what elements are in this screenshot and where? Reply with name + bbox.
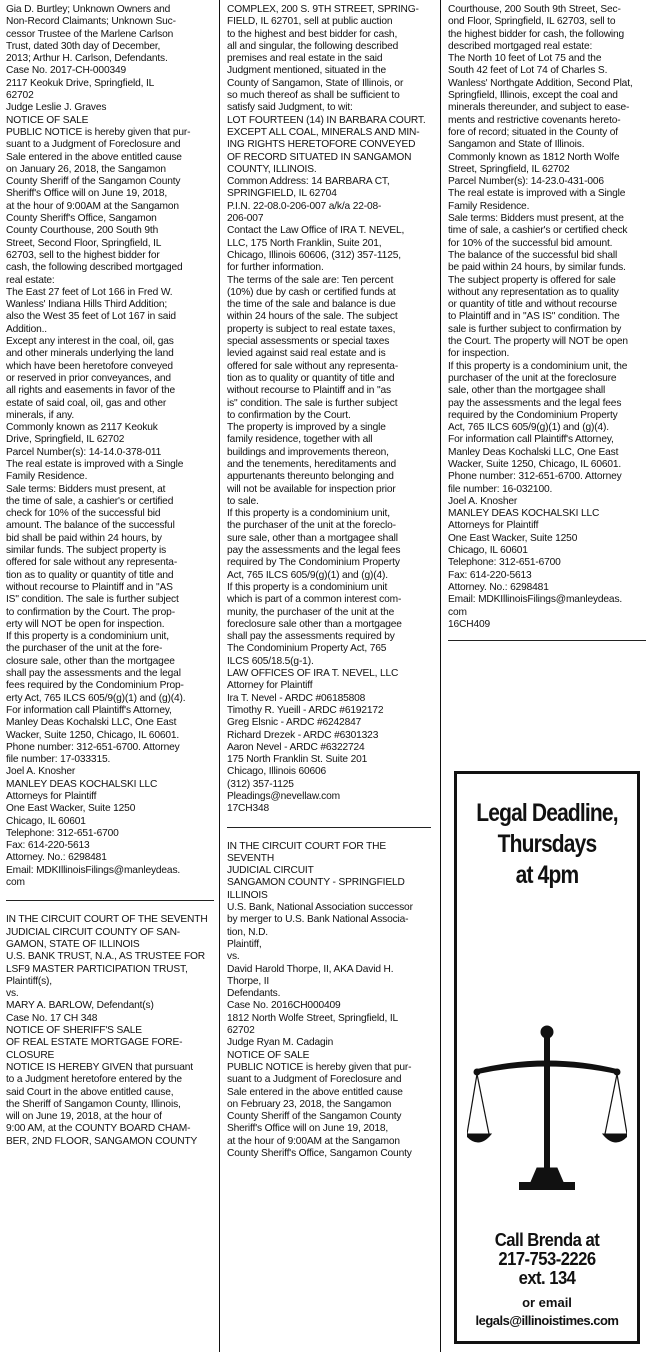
legal-notice-wolfe-street: Courthouse, 200 South 9th Street, Sec- ond Floor, Springfield, IL 62703, sell to the highest bidder for cash, the following described mortgaged real estate: The North 10 feet of Lot 75 and the South 42 feet of Lot 74 of Charles S. Wanless' Northgate Addition, Second Plat, Springfield, Illinois, except the coal and minerals thereunder, and subject to ease- ments and restrictive covenants hereto- fore of record; situated in the County of Sangamon and State of Illinois. Commonly known as 1812 North Wolfe Street, Springfield, IL 62702 Parcel Number(s): 14-23.0-431-006 The real estate is improved with a Single Family Residence. Sale terms: Bidders must present, at the time of sale, a cashier's or certified check for 10% of the successful bid amount. The balance of the successful bid shall be paid within 24 hours, by similar funds. The subject property is offered for sale without any representation as to quality or quantity of title and without recourse to Plaintiff and in "AS IS" condition. The sale is further subject to confirmation by the Court. The property will NOT be open for inspection. If this property is a condominium unit, the purchaser of the unit at the foreclosure sale, other than the mortgagee shall pay the assessments and the legal fees required by the Condominium Property Act, 765 ILCS 605/9(g)(1) and (g)(4). For information call Plaintiff's Attorney, Manley Deas Kochalski LLC, One East Wacker, Suite 1250, Chicago, IL 60601. Phone number: 312-651-6700. Attorney file number: 16-032100. Joel A. Knosher MANLEY DEAS KOCHALSKI LLC Attorneys for Plaintiff One East Wacker, Suite 1250 Chicago, IL 60601 Telephone: 312-651-6700 Fax: 614-220-5613 Attorney. No.: 6298481 Email: MDKIllinoisFilings@manleydeas. com 16CH409	[448, 4, 633, 630]
column-1	[6, 4, 214, 1148]
ad-phone[interactable]: 217-753-2226	[498, 1248, 596, 1269]
legal-notice-thorpe: IN THE CIRCUIT COURT FOR THE SEVENTH JUDICIAL CIRCUIT SANGAMON COUNTY - SPRINGFIELD ILLINOIS U.S. Bank, National Association successor by merger to U.S. Bank National Associa- tion, N.D. Plaintiff, vs. David Harold Thorpe, II, AKA David H. Thorpe, II Defendants. Case No. 2016CH000409 1812 North Wolfe Street, Springfield, IL 62702 Judge Ryan M. Cadagin NOTICE OF SALE PUBLIC NOTICE is hereby given that pur- suant to a Judgment of Foreclosure and Sale entered in the above entitled cause on February 23, 2018, the Sangamon County Sheriff of the Sangamon County Sheriff's Office will on June 19, 2018, at the hour of 9:00AM at the Sangamon County Sheriff's Office, Sangamon County	[227, 840, 413, 1160]
scales-of-justice-icon	[467, 1022, 627, 1202]
ad-extension: ext. 134	[518, 1267, 576, 1288]
ad-call-line: Call Brenda at	[494, 1229, 600, 1250]
notice-separator	[448, 640, 646, 641]
ad-headline-line-1: Legal Deadline,	[476, 799, 618, 827]
column-3	[448, 4, 646, 654]
notice-separator	[6, 900, 214, 901]
ad-or-email: or email	[522, 1295, 572, 1310]
column-2	[227, 4, 431, 1160]
legal-notice-keokuk: Gia D. Burtley; Unknown Owners and Non-Record Claimants; Unknown Suc- cessor Trustee of the Marlene Carlson Trust, dated 30th day of December, 2013; Arthur H. Carlson, Defendants. Case No. 2017-CH-000349 2117 Keokuk Drive, Springfield, IL 62702 Judge Leslie J. Graves NOTICE OF SALE PUBLIC NOTICE is hereby given that pur- suant to a Judgment of Foreclosure and Sale entered in the above entitled cause on January 26, 2018, the Sangamon County Sheriff of the Sangamon County Sheriff's Office will on June 19, 2018, at the hour of 9:00AM at the Sangamon County Sheriff's Office, Sangamon County Courthouse, 200 South 9th Street, Second Floor, Springfield, IL 62703, sell to the highest bidder for cash, the following described mortgaged real estate: The East 27 feet of Lot 166 in Fred W. Wanless' Indiana Hills Third Addition; also the West 35 feet of Lot 167 in said Addition.. Except any interest in the coal, oil, gas and other minerals underlying the land which have been heretofore conveyed or reserved in prior conveyances, and all rights and easements in favor of the estate of said coal, oil, gas and other minerals, if any. Commonly known as 2117 Keokuk Drive, Springfield, IL 62702 Parcel Number(s): 14-14.0-378-011 The real estate is improved with a Single Family Residence. Sale terms: Bidders must present, at the time of sale, a cashier's or certified check for 10% of the successful bid amount. The balance of the successful bid shall be paid within 24 hours, by similar funds. The subject property is offered for sale without any representa- tion as to quality or quantity of title and without recourse to Plaintiff and in "AS IS" condition. The sale is further subject to confirmation by the Court. The prop- erty will NOT be open for inspection. If this property is a condominium unit, the purchaser of the unit at the fore- closure sale, other than the mortgagee shall pay the assessments and the legal fees required by the Condominium Prop- erty Act, 765 ILCS 605/9(g)(1) and (g)(4). For information call Plaintiff's Attorney, Manley Deas Kochalski LLC, One East Wacker, Suite 1250, Chicago, IL 60601. Phone number: 312-651-6700. Attorney file number: 17-033315. Joel A. Knosher MANLEY DEAS KOCHALSKI LLC Attorneys for Plaintiff One East Wacker, Suite 1250 Chicago, IL 60601 Telephone: 312-651-6700 Fax: 614-220-5613 Attorney. No.: 6298481 Email: MDKIllinoisFilings@manleydeas. com	[6, 4, 191, 889]
ad-contact	[466, 1230, 628, 1287]
legal-notice-barbara-court: COMPLEX, 200 S. 9TH STREET, SPRING- FIELD, IL 62701, sell at public auction to the highest and best bidder for cash, all and singular, the following described premises and real estate in the said Judgment mentioned, situated in the County of Sangamon, State of Illinois, or so much thereof as shall be sufficient to satisfy said Judgment, to wit: LOT FOURTEEN (14) IN BARBARA COURT. EXCEPT ALL COAL, MINERALS AND MIN- ING RIGHTS HERETOFORE CONVEYED OF RECORD SITUATED IN SANGAMON COUNTY, ILLINOIS. Common Address: 14 BARBARA CT, SPRINGFIELD, IL 62704 P.I.N. 22-08.0-206-007 a/k/a 22-08- 206-007 Contact the Law Office of IRA T. NEVEL, LLC, 175 North Franklin, Suite 201, Chicago, Illinois 60606, (312) 357-1125, for further information. The terms of the sale are: Ten percent (10%) due by cash or certified funds at the time of the sale and balance is due within 24 hours of the sale. The subject property is subject to real estate taxes, special assessments or special taxes levied against said real estate and is offered for sale without any representa- tion as to quality or quantity of title and without recourse to Plaintiff and in "as is" condition. The sale is further subject to confirmation by the Court. The property is improved by a single family residence, together with all buildings and improvements thereon, and the tenements, hereditaments and appurtenants thereunto belonging and will not be available for inspection prior to sale. If this property is a condominium unit, the purchaser of the unit at the foreclo- sure sale, other than a mortgagee shall pay the assessments and the legal fees required by The Condominium Property Act, 765 ILCS 605/9(g)(1) and (g)(4). If this property is a condominium unit which is part of a common interest com- munity, the purchaser of the unit at the foreclosure sale other than a mortgagee shall pay the assessments required by The Condominium Property Act, 765 ILCS 605/18.5(g-1). LAW OFFICES OF IRA T. NEVEL, LLC Attorney for Plaintiff Ira T. Nevel - ARDC #06185808 Timothy R. Yueill - ARDC #6192172 Greg Elsnic - ARDC #6242847 Richard Drezek - ARDC #6301323 Aaron Nevel - ARDC #6322724 175 North Franklin St. Suite 201 Chicago, Illinois 60606 (312) 357-1125 Pleadings@nevellaw.com 17CH348	[227, 4, 426, 815]
column-divider-2	[440, 0, 441, 1352]
notice-separator	[227, 827, 431, 828]
ad-headline-line-2: Thursdays	[497, 830, 597, 858]
legal-notice-barlow: IN THE CIRCUIT COURT OF THE SEVENTH JUDICIAL CIRCUIT COUNTY OF SAN- GAMON, STATE OF ILLINOIS U.S. BANK TRUST, N.A., AS TRUSTEE FOR LSF9 MASTER PARTICIPATION TRUST, Plaintiff(s), vs. MARY A. BARLOW, Defendant(s) Case No. 17 CH 348 NOTICE OF SHERIFF'S SALE OF REAL ESTATE MORTGAGE FORE- CLOSURE NOTICE IS HEREBY GIVEN that pursuant to a Judgment heretofore entered by the said Court in the above entitled cause, the Sheriff of Sangamon County, Illinois, will on June 19, 2018, at the hour of 9:00 AM, at the COUNTY BOARD CHAM- BER, 2ND FLOOR, SANGAMON COUNTY	[6, 914, 208, 1147]
ad-headline-line-3: at 4pm	[515, 861, 579, 889]
legal-deadline-ad	[454, 771, 640, 1344]
ad-headline	[471, 798, 622, 891]
column-divider-1	[219, 0, 220, 1352]
ad-email-link[interactable]: legals@illinoistimes.com	[475, 1313, 619, 1328]
